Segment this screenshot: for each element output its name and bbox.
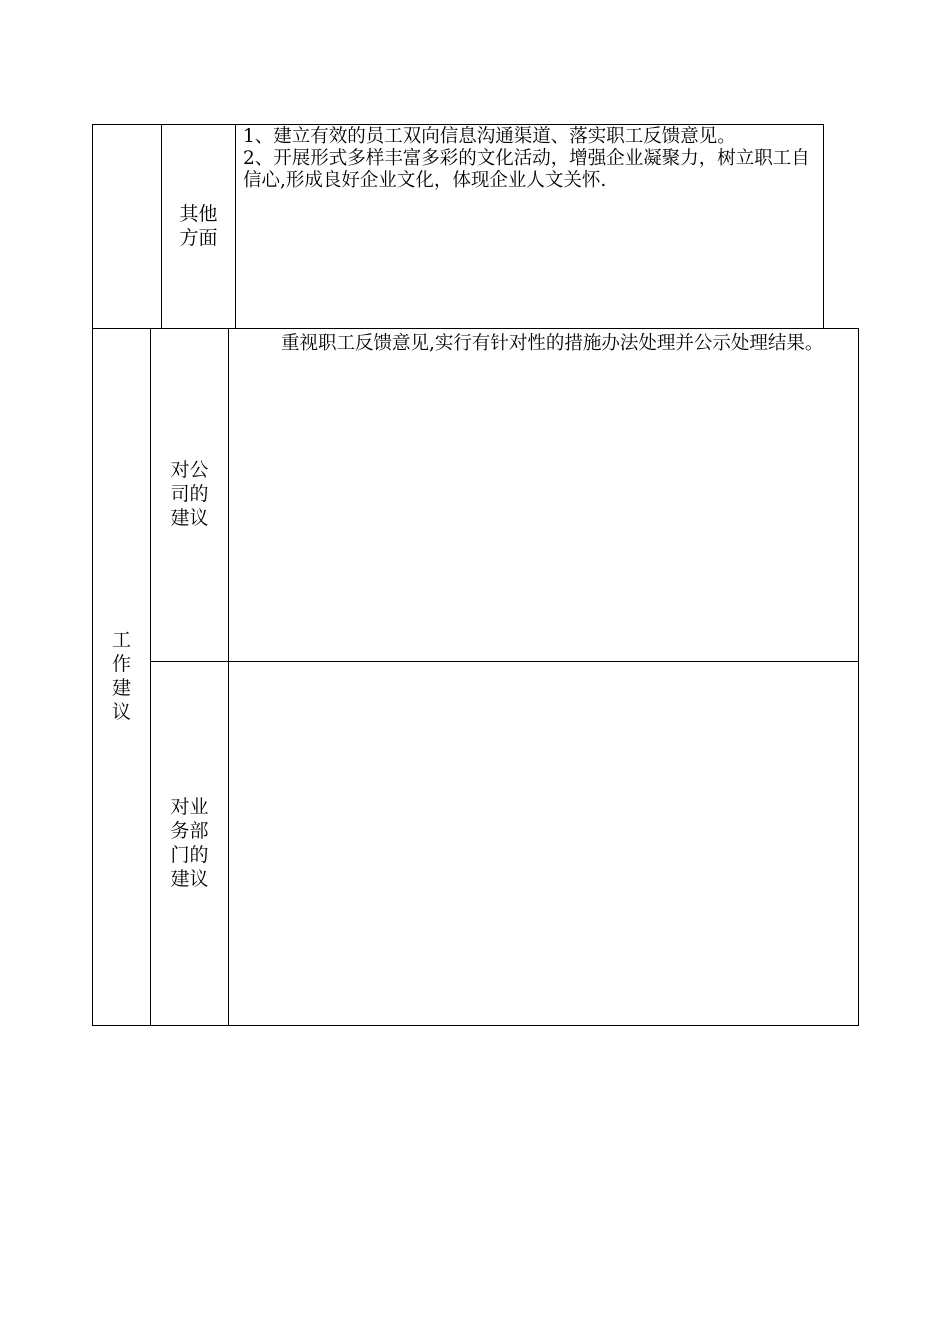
company-suggestion-label-line-2: 司的 <box>170 483 209 505</box>
work-suggestions-label-char-1: 工 <box>111 629 131 651</box>
other-aspects-label-line-2: 方面 <box>179 227 218 249</box>
work-suggestions-label-char-4: 议 <box>111 701 131 723</box>
other-aspects-label-line-1: 其他 <box>179 203 218 225</box>
department-suggestion-label-line-1: 对业 <box>170 796 209 818</box>
company-suggestion-label-line-1: 对公 <box>170 459 209 481</box>
company-suggestion-label <box>151 458 228 530</box>
other-aspects-item-2: 2、开展形式多样丰富多彩的文化活动，增强企业凝聚力，树立职工自信心,形成良好企业文化，体现企业人文关怀. <box>243 148 810 191</box>
department-suggestion-label-line-3: 门的 <box>170 844 209 866</box>
company-suggestion-content: 重视职工反馈意见,实行有针对性的措施办法处理并公示处理结果。 <box>281 333 824 354</box>
work-suggestions-label-char-3: 建 <box>111 677 131 699</box>
other-aspects-label <box>162 202 235 250</box>
department-suggestion-content-cell <box>228 661 859 1026</box>
work-suggestions-label <box>93 628 150 724</box>
work-suggestions-label-char-2: 作 <box>111 653 131 675</box>
department-suggestion-label <box>151 795 228 891</box>
department-suggestion-label-line-4: 建议 <box>170 868 209 890</box>
top-row-blank-cell <box>92 124 162 329</box>
department-suggestion-label-line-2: 务部 <box>170 820 209 842</box>
other-aspects-content <box>243 126 818 192</box>
other-aspects-item-1: 1、建立有效的员工双向信息沟通渠道、落实职工反馈意见。 <box>243 126 736 147</box>
company-suggestion-content-cell <box>228 328 859 662</box>
company-suggestion-label-line-3: 建议 <box>170 507 209 529</box>
